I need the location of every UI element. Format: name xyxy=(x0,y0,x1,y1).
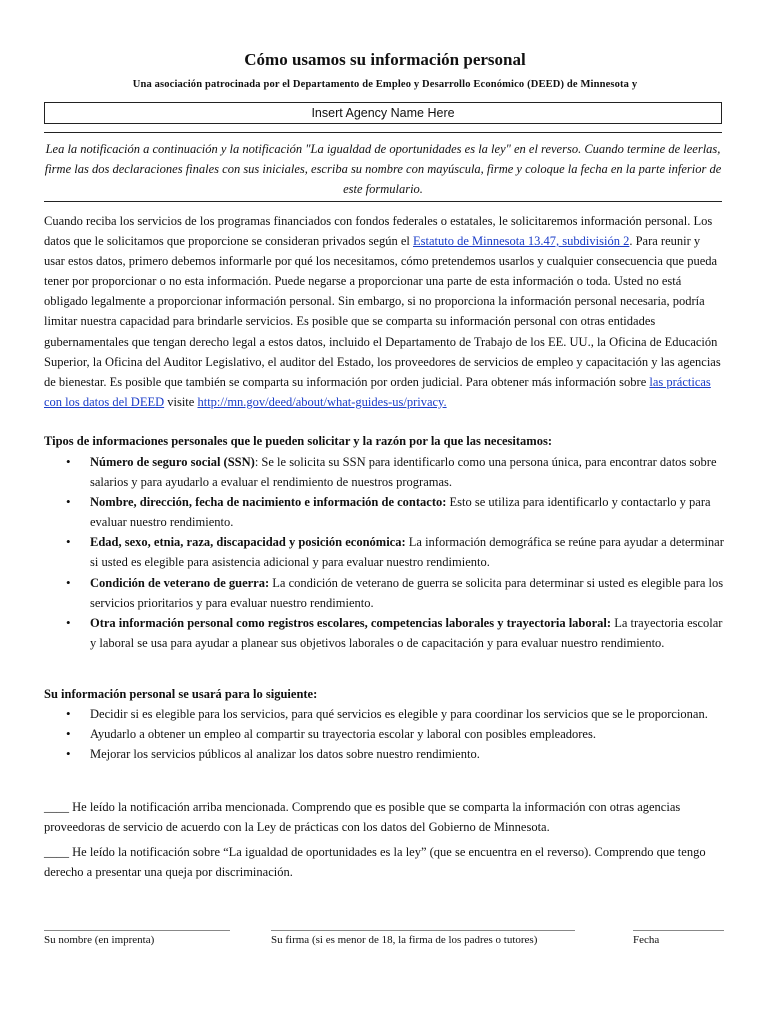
item-text: : Se le solicita su SSN para identificarlo como una persona única, para encontrar datos sobre salarios y para ayudarlo a evaluar el rendimiento de nuestros programas. xyxy=(90,455,717,490)
data-practices-link[interactable]: las prácticas con los datos del DEED xyxy=(44,374,711,409)
item-text: La información demográfica se reúne para ayudar a determinar si usted es elegible para asistencia adicional y para evaluar nuestro rendimiento. xyxy=(90,535,724,570)
item-text: Esto se utiliza para identificarlo y contactarlo y para evaluar nuestro rendimiento. xyxy=(90,495,711,530)
privacy-paragraph xyxy=(44,211,724,412)
list-item xyxy=(44,573,724,613)
uses-section-title: Su información personal se usará para lo siguiente: xyxy=(44,687,318,701)
list-item xyxy=(44,492,724,532)
name-signature-line[interactable] xyxy=(44,930,230,931)
list-item xyxy=(44,532,724,572)
item-heading: Nombre, dirección, fecha de nacimiento e información de contacto: xyxy=(90,495,447,510)
body-text-1: Cuando reciba los servicios de los programas financiados con fondos federales o estatales, le solicitaremos información personal. Los datos que le solicitamos que proporcione se consideran privados según el xyxy=(44,214,713,249)
list-item: • Mejorar los servicios públicos al analizar los datos sobre nuestro rendimiento. xyxy=(44,744,724,764)
item-heading: Edad, sexo, etnia, raza, discapacidad y posición económica: xyxy=(90,535,406,550)
divider-top xyxy=(44,132,722,133)
body-text-2: . Para reunir y usar estos datos, primero debemos informarle por qué los necesitamos, cómo pretendemos usarlos y cualquier consecuencia que pueda tener por proporcionar o no esta información. Puede negarse a proporcionar una parte de esta información o toda. Usted no está obligado legalmente a proporcionar información personal. Sin embargo, si no proporciona la información personal necesaria, podría limitar nuestra capacidad para brindarle servicios. Es posible que se comparta su información personal con otras entidades gubernamentales que tengan derecho legal a estos datos, incluido el Departamento de Trabajo de los EE. UU., la Oficina de Educación Superior, la Oficina del Auditor Legislativo, el auditor del Estado, los proveedores de servicios de empleo y capacitación y las agencias de bienestar. Es posible que también se comparta su información por orden judicial. Para obtener más información sobre xyxy=(44,234,721,389)
item-heading: Número de seguro social (SSN) xyxy=(90,455,255,469)
item-text: La trayectoria escolar y laboral se usa para ayudar a planear sus objetivos laborales o de capacitación y para evaluar nuestro rendimiento. xyxy=(90,615,723,650)
statute-link[interactable]: Estatuto de Minnesota 13.47, subdivisión 2 xyxy=(413,234,630,249)
signature-line[interactable] xyxy=(271,930,575,931)
date-signature-line[interactable] xyxy=(633,930,724,931)
signature-label: Su firma (si es menor de 18, la firma de los padres o tutores) xyxy=(271,934,538,946)
types-section-title: Tipos de informaciones personales que le pueden solicitar y la razón por la que las necesitamos: xyxy=(44,434,552,448)
divider-bottom xyxy=(44,201,722,202)
privacy-url-link[interactable]: http://mn.gov/deed/about/what-guides-us/privacy. xyxy=(197,394,447,409)
page-subtitle: Una asociación patrocinada por el Departamento de Empleo y Desarrollo Económico (DEED) de Minnesota y xyxy=(132,79,638,90)
uses-list xyxy=(44,704,724,764)
types-list xyxy=(44,452,724,653)
body-text-3: visite xyxy=(164,394,198,409)
item-text: La condición de veterano de guerra se solicita para determinar si usted es elegible para los servicios prioritarios y para evaluar nuestro rendimiento. xyxy=(90,575,724,610)
list-item xyxy=(44,452,724,492)
acknowledgement-equal-opportunity[interactable]: ____ He leído la notificación sobre “La igualdad de oportunidades es la ley” (que se encuentra en el reverso). Comprendo que tengo derecho a presentar una queja por discriminación. xyxy=(44,845,706,880)
list-item: • Ayudarlo a obtener un empleo al compartir su trayectoria escolar y laboral con posibles empleadores. xyxy=(44,724,724,744)
list-item: • Decidir si es elegible para los servicios, para qué servicios es elegible y para coordinar los servicios que se le proporcionan. xyxy=(44,704,724,724)
notice-text: Lea la notificación a continuación y la notificación "La igualdad de oportunidades es la ley" en el reverso. Cuando termine de leerlas, firme las dos declaraciones finales con sus iniciales, escriba su nombre con mayúscula, firme y coloque la fecha en la parte inferior de este formulario. xyxy=(44,142,722,196)
item-heading: Otra información personal como registros escolares, competencias laborales y trayectoria laboral: xyxy=(90,615,612,630)
date-label: Fecha xyxy=(633,934,660,946)
item-heading: Condición de veterano de guerra: xyxy=(90,575,270,590)
agency-name-field[interactable]: Insert Agency Name Here xyxy=(44,102,722,124)
acknowledgement-data-sharing[interactable]: ____ He leído la notificación arriba mencionada. Comprendo que es posible que se comparta la información con otras agencias proveedoras de servicio de acuerdo con la Ley de prácticas con los datos del Gobierno de Minnesota. xyxy=(44,800,681,835)
page-title: Cómo usamos su información personal xyxy=(244,50,526,69)
list-item xyxy=(44,613,724,653)
name-label: Su nombre (en imprenta) xyxy=(44,934,155,946)
